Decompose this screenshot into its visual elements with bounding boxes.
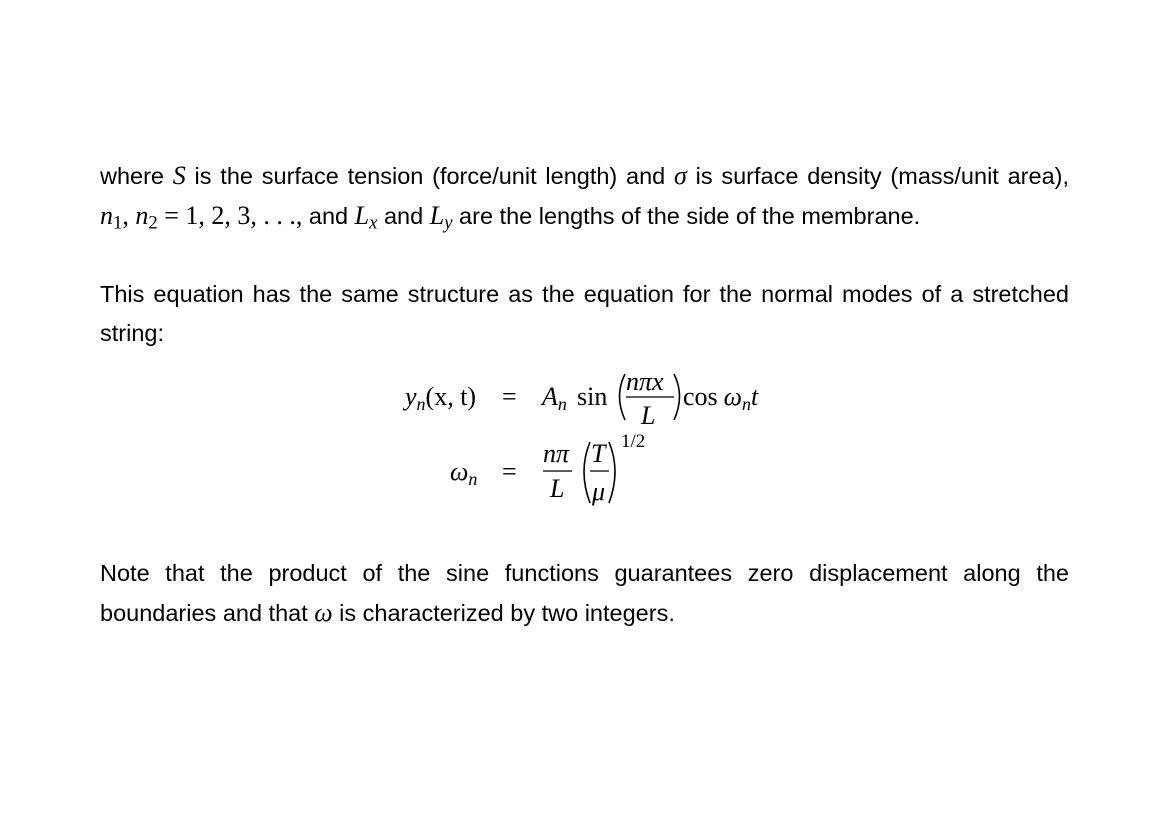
eq1-sin: sin (577, 382, 608, 411)
eq2-lhs: ωn (450, 457, 478, 489)
math-l: L (429, 201, 445, 230)
math-symbol-n1 (100, 201, 158, 234)
math-subscript: x (369, 212, 378, 234)
text-segment: is characterized by two integers. (332, 600, 675, 626)
text-segment: is the surface tension (force/unit length) and (185, 163, 675, 189)
eq2-numerator-1: nπ (543, 439, 570, 468)
eq1-left-paren (620, 374, 626, 420)
eq1-lhs: yn(x, t) (405, 382, 477, 414)
math-symbol-ly (429, 201, 453, 234)
eq1-equals-sign: = (502, 382, 517, 411)
math-symbol-s: S (172, 161, 186, 190)
eq2-denominator-1: L (550, 474, 565, 503)
math-n: n (135, 201, 149, 230)
math-subscript: 1 (113, 212, 123, 234)
text-segment: is surface density (mass/unit area), (686, 163, 1069, 189)
math-values: = 1, 2, 3, . . ., (157, 201, 303, 230)
text-segment: where (100, 163, 173, 189)
text-segment: are the lengths of the side of the membrane. (452, 203, 921, 229)
text-segment: and (302, 203, 355, 229)
paragraph-sine-note (100, 554, 1069, 633)
math-symbol-lx (354, 201, 378, 234)
eq1-right-paren (674, 374, 680, 420)
eq2-equals-sign: = (502, 457, 517, 486)
math-l: L (354, 201, 370, 230)
math-comma: , (122, 201, 136, 230)
equation-svg (380, 360, 800, 520)
eq2-right-paren (609, 442, 615, 503)
text-segment: Note that the product of the sine functions guarantees zero displacement along the boundaries and that (100, 560, 1069, 626)
eq1-numerator: nπx (626, 367, 664, 396)
eq1-cos-term: cos ωnt (683, 382, 759, 414)
eq2-exponent: 1/2 (621, 431, 646, 452)
eq2-denominator-2: μ (592, 477, 606, 506)
math-subscript: 2 (148, 212, 158, 234)
text-segment: and (377, 203, 430, 229)
eq1-coefficient: An (542, 382, 567, 414)
math-symbol-omega: ω (314, 598, 333, 627)
paragraph-string-analogy: This equation has the same structure as the equation for the normal modes of a stretched string: (100, 281, 1069, 346)
math-symbol-sigma: σ (674, 161, 687, 190)
eq1-denominator: L (641, 401, 656, 430)
paragraph-membrane-definitions (100, 156, 1069, 236)
math-n: n (100, 201, 113, 230)
eq2-left-paren (584, 442, 590, 503)
equation-block (380, 360, 800, 520)
eq2-numerator-2: T (591, 439, 606, 468)
math-subscript: y (444, 212, 453, 234)
